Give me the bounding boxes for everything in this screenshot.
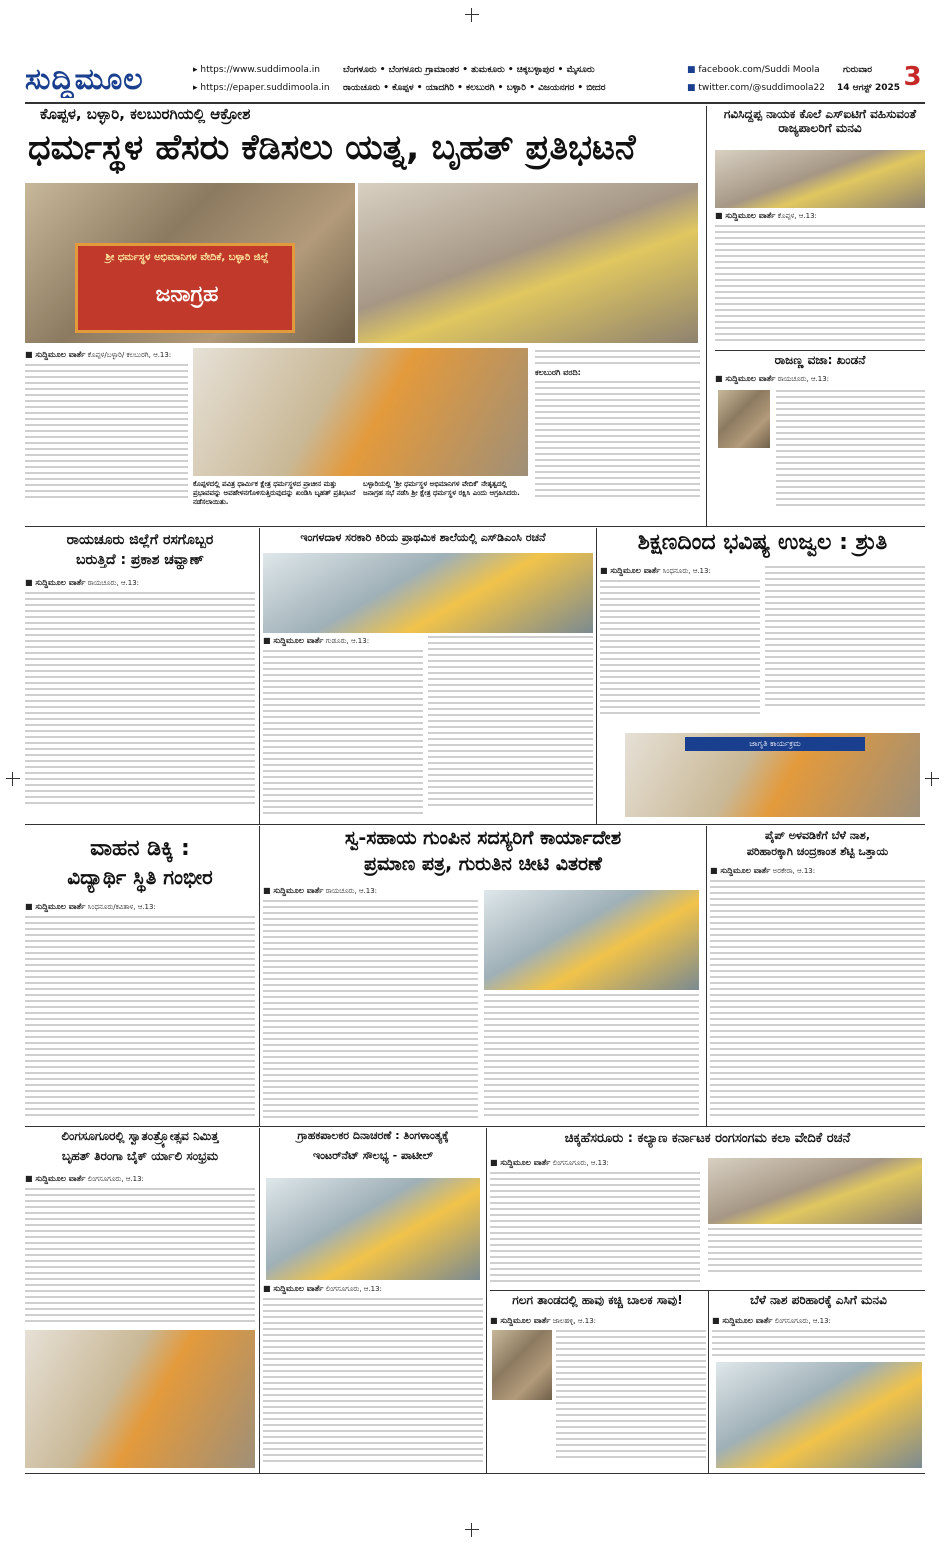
- lead-photo-march: [193, 348, 528, 476]
- consumer-headline-2: ಇಂಟರ್‌ನೆಟ್ ಸೌಲಭ್ಯ - ಪಾಟೀಲ್: [312, 1150, 434, 1162]
- selfhelp-headline-1: ಸ್ವ-ಸಹಾಯ ಗುಂಪಿನ ಸದಸ್ಯರಿಗೆ ಕಾರ್ಯಾದೇಶ: [344, 828, 622, 849]
- masthead-rule: [25, 102, 925, 104]
- tiranga-headline-2: ಬೃಹತ್ ತಿರಂಗಾ ಬೈಕ್ ರ್ಯಾಲಿ ಸಂಭ್ರಮ: [61, 1150, 219, 1163]
- snake-story: [556, 1330, 706, 1470]
- facebook-link[interactable]: ■ facebook.com/Suddi Moola: [687, 65, 820, 75]
- edition: ಬೆಂಗಳೂರು ಗ್ರಾಮಾಂತರ: [388, 65, 460, 75]
- edition: ರಾಯಚೂರು: [343, 83, 381, 93]
- kala-story: ■ ಸುದ್ದಿಮೂಲ ವಾರ್ತೆ ಲಿಂಗಸೂಗೂರು, ಆ.13:: [490, 1158, 700, 1286]
- right-sub-byline: ■ ಸುದ್ದಿಮೂಲ ವಾರ್ತೆ ರಾಯಚೂರು, ಆ.13:: [715, 374, 830, 383]
- edition: ಮೈಸೂರು: [566, 65, 595, 75]
- manavi-story: ■ ಸುದ್ದಿಮೂಲ ವಾರ್ತೆ ಲಿಂಗಸೂಗೂರು, ಆ.13:: [712, 1316, 925, 1360]
- registration-mark: [6, 772, 20, 786]
- child-photo: [492, 1330, 552, 1400]
- kala-headline: ಚಿಕ್ಕಹೆಸರೂರು : ಕಲ್ಯಾಣ ಕರ್ನಾಟಕ ರಂಗಸಂಗಮ ಕಲಾ ವೇದಿಕೆ ರಚನೆ: [564, 1132, 851, 1146]
- kala-photo: [708, 1158, 922, 1224]
- rasagobbara-headline-2: ಬರುತ್ತಿದೆ : ಪ್ರಕಾಶ ಚವ್ಹಾಣ್: [76, 552, 204, 568]
- globe-icon: ▸: [193, 83, 201, 93]
- editions-row-2: ರಾಯಚೂರು • ಕೊಪ್ಪಳ • ಯಾದಗಿರಿ • ಕಲಬುರಗಿ • ಬಳ್ಳಾರಿ • ವಿಜಯನಗರ • ಬೀದರ: [343, 83, 606, 93]
- manavi-headline: ಬೆಳೆ ನಾಶ ಪರಿಹಾರಕ್ಕೆ ಎಸಿಗೆ ಮನವಿ: [750, 1294, 887, 1307]
- manavi-photo: [716, 1362, 922, 1468]
- web-url[interactable]: ▸ https://www.suddimoola.in: [193, 65, 320, 75]
- page-bottom-rule: [25, 1473, 925, 1474]
- lead-photo-caption-2: ಬಳ್ಳಾರಿಯಲ್ಲಿ 'ಶ್ರೀ ಧರ್ಮಸ್ಥಳ ಅಭಿಮಾನಿಗಳ ವೇದಿಕೆ' ನೇತೃತ್ವದಲ್ಲಿ ಜನಾಗ್ರಹ ಸಭೆ ನಡೆಸಿ ಶ್ರೀ ಕ್ಷೇತ್ರ ಧರ್ಮಸ್ಥಳ ರಕ್ಷಿಸಿ ಎಂದು ಆಗ್ರಹಿಸಿದರು.: [363, 480, 520, 497]
- rasagobbara-story: ■ ಸುದ್ದಿಮೂಲ ವಾರ್ತೆ ರಾಯಚೂರು, ಆ.13:: [25, 578, 255, 818]
- section-rule: [25, 526, 925, 527]
- registration-mark: [925, 772, 939, 786]
- kala-story-col2: [708, 1228, 922, 1286]
- column-rule: [706, 826, 707, 1126]
- issue-date: 14 ಆಗಸ್ಟ್ 2025: [837, 83, 900, 93]
- snake-headline: ಗಲಗ ತಾಂಡದಲ್ಲಿ ಹಾವು ಕಚ್ಚಿ ಬಾಲಕ ಸಾವು!: [512, 1294, 683, 1307]
- edition: ಬಳ್ಳಾರಿ: [506, 83, 527, 93]
- accident-headline-1: ವಾಹನ ಡಿಕ್ಕಿ :: [90, 836, 190, 861]
- column-rule: [259, 826, 260, 1126]
- consumer-headline-1: ಗ್ರಾಹಕಪಾಲಕರ ದಿನಾಚರಣೆ : ತಿಂಗಳಾಂತ್ಯಕ್ಕೆ: [297, 1130, 449, 1142]
- column-rule: [596, 528, 597, 824]
- editions-row-1: ಬೆಂಗಳೂರು • ಬೆಂಗಳೂರು ಗ್ರಾಮಾಂತರ • ತುಮಕೂರು • ಚಿಕ್ಕಬಳ್ಳಾಪುರ • ಮೈಸೂರು: [343, 65, 595, 75]
- epaper-url[interactable]: ▸ https://epaper.suddimoola.in: [193, 83, 330, 93]
- issue-day: ಗುರುವಾರ: [843, 65, 873, 75]
- school-headline: ಇಂಗಳದಾಳ ಸರಕಾರಿ ಕಿರಿಯ ಪ್ರಾಥಮಿಕ ಶಾಲೆಯಲ್ಲಿ ಎಸ್‌ಡಿಎಂಸಿ ರಚನೆ: [300, 532, 546, 544]
- right-top-story: ■ ಸುದ್ದಿಮೂಲ ವಾರ್ತೆ ಕೊಪ್ಪಳ, ಆ.13:: [715, 211, 925, 341]
- tiranga-headline-1: ಲಿಂಗಸೂಗೂರಲ್ಲಿ ಸ್ವಾತಂತ್ರ್ಯೋತ್ಸವ ನಿಮಿತ್ತ: [61, 1130, 219, 1143]
- lead-story-col3: ಕಲಬುರಗಿ ವರದಿ:: [535, 350, 700, 515]
- edition: ತುಮಕೂರು: [471, 65, 505, 75]
- tiranga-photo: [25, 1330, 255, 1468]
- shruti-story-col2: [765, 566, 925, 731]
- lead-photo-crowd: [358, 183, 698, 343]
- event-banner: ಜಾಗೃತಿ ಕಾರ್ಯಕ್ರಮ: [685, 737, 865, 751]
- school-photo: [263, 553, 593, 633]
- column-rule: [708, 1291, 709, 1473]
- shruti-headline: ಶಿಕ್ಷಣದಿಂದ ಭವಿಷ್ಯ ಉಜ್ವಲ : ಶ್ರುತಿ: [637, 530, 888, 555]
- consumer-photo: [266, 1178, 480, 1280]
- edition: ಬೆಂಗಳೂರು: [343, 65, 377, 75]
- selfhelp-story-col1: ■ ಸುದ್ದಿಮೂಲ ವಾರ್ತೆ ರಾಯಚೂರು, ಆ.13:: [263, 886, 478, 1122]
- selfhelp-story-col2: [484, 994, 699, 1122]
- tiranga-story: ■ ಸುದ್ದಿಮೂಲ ವಾರ್ತೆ ಲಿಂಗಸೂಗೂರು, ಆ.13:: [25, 1174, 255, 1324]
- shruti-photo: [625, 733, 920, 817]
- byline: ■ ಸುದ್ದಿಮೂಲ ವಾರ್ತೆ: [25, 350, 86, 359]
- edition: ಯಾದಗಿರಿ: [425, 83, 454, 93]
- section-rule: [25, 824, 925, 825]
- crop-headline-1: ಪೈಪ್ ಅಳವಡಿಕೆಗೆ ಬೆಳೆ ನಾಶ,: [764, 830, 870, 842]
- column-rule: [706, 106, 707, 526]
- section-rule: [25, 1126, 925, 1127]
- right-sub-story: [776, 390, 925, 520]
- column-rule: [486, 1128, 487, 1473]
- right-sub-headline: ರಾಜಣ್ಣ ವಜಾ: ಖಂಡನೆ: [774, 354, 866, 367]
- school-story-col1: ■ ಸುದ್ದಿಮೂಲ ವಾರ್ತೆ ಗುಡೂರು, ಆ.13:: [263, 636, 423, 821]
- selfhelp-headline-2: ಪ್ರಮಾಣ ಪತ್ರ, ಗುರುತಿನ ಚೀಟಿ ವಿತರಣೆ: [364, 854, 602, 875]
- consumer-story: ■ ಸುದ್ದಿಮೂಲ ವಾರ್ತೆ ಲಿಂಗಸೂಗೂರು, ಆ.13:: [263, 1284, 483, 1468]
- lead-kicker: ಕೊಪ್ಪಳ, ಬಳ್ಳಾರಿ, ಕಲಬುರಗಿಯಲ್ಲಿ ಆಕ್ರೋಶ: [40, 106, 251, 123]
- edition: ಕಲಬುರಗಿ: [466, 83, 495, 93]
- crop-story: ■ ಸುದ್ದಿಮೂಲ ವಾರ್ತೆ ಅರಕೇರಾ, ಆ.13:: [710, 866, 925, 1122]
- edition: ವಿಜಯನಗರ: [538, 83, 575, 93]
- story-rule: [715, 350, 925, 351]
- lead-story-col1: ■ ಸುದ್ದಿಮೂಲ ವಾರ್ತೆ ಕೊಪ್ಪಳ/ಬಳ್ಳಾರಿ/ ಕಲಬುರಗಿ, ಆ.13:: [25, 350, 188, 515]
- twitter-link[interactable]: ■ twitter.com/@suddimoola22: [687, 83, 825, 93]
- school-story-col2: [428, 636, 593, 821]
- portrait-photo: [718, 390, 770, 448]
- protest-banner: ಶ್ರೀ ಧರ್ಮಸ್ಥಳ ಅಭಿಮಾನಿಗಳ ವೇದಿಕೆ, ಬಳ್ಳಾರಿ ಜಿಲ್ಲೆ ಜನಾಗ್ರಹ: [75, 243, 295, 333]
- column-rule: [259, 528, 260, 824]
- globe-icon: ▸: [193, 65, 201, 75]
- newspaper-logo: ಸುದ್ದಿಮೂಲ: [25, 62, 144, 97]
- accident-story: ■ ಸುದ್ದಿಮೂಲ ವಾರ್ತೆ ಸಿಂಧನೂರು/ಕವಿತಾಳ, ಆ.13:: [25, 902, 255, 1122]
- shruti-story-col1: ■ ಸುದ್ದಿಮೂಲ ವಾರ್ತೆ ಸಿಂಧನೂರು, ಆ.13:: [600, 566, 760, 731]
- masthead: [25, 60, 925, 102]
- registration-mark: [465, 8, 479, 22]
- lead-photo-caption: ಕೊಪ್ಪಳದಲ್ಲಿ ಪವಿತ್ರ ಧಾರ್ಮಿಕ ಕ್ಷೇತ್ರ ಧರ್ಮಸ್ಥಳದ ಪ್ರಾಚೀನ ಮತ್ತು ಪ್ರಭಾವವನ್ನು ಅವಹೇಳನಗೊಳಿಸುತ್ತಿರುವುದನ್ನು ಖಂಡಿಸಿ ಬೃಹತ್ ಪ್ರತಿಭಟನೆ ನಡೆಸಲಾಯಿತು.: [193, 480, 356, 506]
- lead-headline: ಧರ್ಮಸ್ಥಳ ಹೆಸರು ಕೆಡಿಸಲು ಯತ್ನ, ಬೃಹತ್ ಪ್ರತಿಭಟನೆ: [28, 128, 636, 168]
- page-number: 3: [903, 62, 922, 92]
- rasagobbara-headline-1: ರಾಯಚೂರು ಜಿಲ್ಲೆಗೆ ರಸಗೊಬ್ಬರ: [66, 532, 214, 548]
- edition: ಕೊಪ್ಪಳ: [392, 83, 414, 93]
- accident-headline-2: ವಿದ್ಯಾರ್ಥಿ ಸ್ಥಿತಿ ಗಂಭೀರ: [67, 866, 213, 889]
- edition: ಬೀದರ: [586, 83, 606, 93]
- right-top-photo: [715, 150, 925, 208]
- facebook-icon: ■: [687, 65, 699, 75]
- selfhelp-photo: [484, 890, 699, 990]
- snake-byline: ■ ಸುದ್ದಿಮೂಲ ವಾರ್ತೆ ಜಾಲಹಳ್ಳಿ, ಆ.13:: [490, 1316, 597, 1325]
- lead-photo-koppal: [25, 183, 355, 343]
- right-top-headline: ಗವಿಸಿದ್ದಪ್ಪ ನಾಯಕ ಕೊಲೆ ಎಸ್‌ಐಟಿಗೆ ವಹಿಸುವಂತೆ ರಾಜ್ಯಪಾಲರಿಗೆ ಮನವಿ: [723, 108, 917, 135]
- column-rule: [259, 1128, 260, 1473]
- edition: ಚಿಕ್ಕಬಳ್ಳಾಪುರ: [516, 65, 555, 75]
- registration-mark: [465, 1523, 479, 1537]
- crop-headline-2: ಪರಿಹಾರಕ್ಕಾಗಿ ಚಂದ್ರಕಾಂತ ಶೆಟ್ಟಿ ಒತ್ತಾಯ: [746, 846, 889, 858]
- twitter-icon: ■: [687, 83, 699, 93]
